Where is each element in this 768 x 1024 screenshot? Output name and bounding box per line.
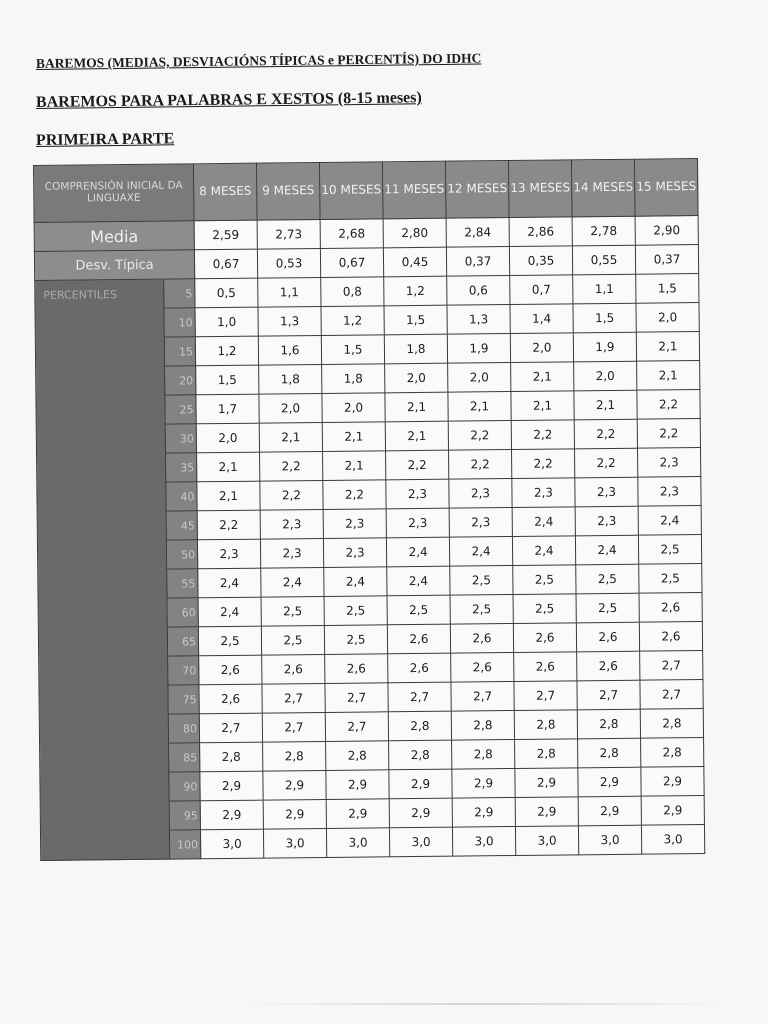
percentile-value: 1,8	[384, 334, 447, 364]
month-header: 13 MESES	[508, 160, 572, 218]
percentile-value: 1,6	[258, 335, 321, 365]
percentile-value: 1,8	[322, 364, 385, 394]
percentile-value: 2,4	[512, 536, 575, 566]
percentiles-label: PERCENTILES	[35, 279, 170, 860]
percentile-value: 2,1	[197, 481, 260, 511]
percentile-value: 2,3	[637, 448, 700, 478]
percentile-number: 65	[167, 627, 198, 656]
percentile-value: 2,1	[385, 421, 448, 451]
percentile-number: 30	[165, 424, 196, 453]
percentile-value: 2,1	[322, 422, 385, 452]
percentile-value: 2,9	[389, 798, 452, 828]
percentile-value: 2,2	[574, 419, 637, 449]
desv-value: 0,67	[320, 248, 383, 278]
percentile-value: 1,9	[573, 332, 636, 362]
percentile-value: 2,7	[577, 680, 640, 710]
percentile-value: 2,4	[512, 507, 575, 537]
percentile-value: 2,4	[449, 537, 512, 567]
desv-value: 0,55	[572, 245, 635, 275]
month-header: 11 MESES	[382, 161, 446, 219]
percentile-value: 2,0	[322, 393, 385, 423]
media-value: 2,73	[257, 219, 320, 249]
percentile-value: 2,0	[510, 333, 573, 363]
percentile-number: 75	[168, 685, 199, 714]
percentile-value: 2,5	[450, 594, 513, 624]
percentile-value: 2,0	[574, 361, 637, 391]
percentile-value: 2,5	[324, 625, 387, 655]
percentile-value: 2,9	[389, 769, 452, 799]
percentile-value: 2,1	[636, 332, 699, 362]
percentile-value: 2,9	[515, 797, 578, 827]
percentile-value: 2,2	[448, 421, 511, 451]
percentile-value: 2,3	[323, 538, 386, 568]
percentile-value: 2,5	[639, 564, 702, 594]
percentile-value: 2,9	[200, 800, 263, 830]
percentile-value: 2,0	[259, 393, 322, 423]
percentile-value: 2,1	[511, 391, 574, 421]
percentile-value: 2,5	[261, 596, 324, 626]
percentile-number: 70	[168, 656, 199, 685]
percentile-value: 2,6	[451, 652, 514, 682]
percentile-number: 25	[165, 395, 196, 424]
percentile-value: 2,7	[451, 681, 514, 711]
percentile-value: 1,9	[447, 334, 510, 364]
percentile-value: 2,8	[578, 738, 641, 768]
month-header: 8 MESES	[193, 163, 257, 221]
percentile-value: 2,9	[641, 796, 704, 826]
baremos-table	[33, 158, 705, 861]
percentile-value: 2,6	[576, 622, 639, 652]
percentile-value: 2,8	[515, 739, 578, 769]
section-title: PRIMEIRA PARTE	[35, 130, 175, 149]
percentile-value: 3,0	[452, 826, 515, 856]
percentile-value: 2,6	[262, 654, 325, 684]
percentile-value: 2,8	[640, 709, 703, 739]
percentile-value: 2,1	[574, 390, 637, 420]
percentile-value: 0,8	[321, 277, 384, 307]
percentile-value: 1,5	[321, 335, 384, 365]
percentile-value: 3,0	[263, 828, 326, 858]
percentile-value: 0,6	[447, 276, 510, 306]
percentile-number: 40	[166, 482, 197, 511]
media-value: 2,68	[320, 219, 383, 249]
percentile-value: 2,6	[513, 623, 576, 653]
percentile-value: 2,2	[197, 510, 260, 540]
percentile-value: 2,3	[386, 479, 449, 509]
percentile-value: 2,5	[638, 535, 701, 565]
percentile-value: 2,0	[636, 303, 699, 333]
percentile-value: 2,6	[450, 623, 513, 653]
month-header: 10 MESES	[319, 162, 383, 220]
percentile-value: 2,2	[260, 451, 323, 481]
percentile-value: 2,0	[196, 423, 259, 453]
percentile-value: 2,9	[326, 799, 389, 829]
percentile-number: 85	[169, 743, 200, 772]
percentile-value: 2,5	[450, 565, 513, 595]
percentile-number: 90	[169, 772, 200, 801]
percentile-value: 1,1	[258, 277, 321, 307]
percentile-value: 1,2	[321, 306, 384, 336]
percentile-value: 2,6	[199, 655, 262, 685]
document-title: BAREMOS (MEDIAS, DESVIACIÓNS TÍPICAS e PERCENTÍS) DO IDHC	[35, 50, 482, 71]
percentile-value: 1,4	[510, 304, 573, 334]
percentile-value: 1,5	[384, 305, 447, 335]
percentile-value: 2,6	[387, 624, 450, 654]
document-subtitle: BAREMOS PARA PALABRAS E XESTOS (8-15 meses)	[35, 89, 422, 111]
percentile-value: 2,3	[449, 508, 512, 538]
percentile-value: 2,1	[197, 452, 260, 482]
percentile-value: 2,6	[388, 653, 451, 683]
month-header: 9 MESES	[256, 162, 320, 220]
percentile-value: 2,8	[577, 709, 640, 739]
percentile-value: 1,5	[196, 365, 259, 395]
percentile-value: 3,0	[641, 825, 704, 855]
scan-artifact	[240, 1003, 730, 1005]
month-header: 12 MESES	[445, 161, 509, 219]
percentile-value: 2,9	[452, 768, 515, 798]
percentile-value: 2,3	[575, 506, 638, 536]
percentile-value: 2,2	[637, 390, 700, 420]
percentile-value: 2,9	[263, 799, 326, 829]
percentile-value: 2,7	[199, 713, 262, 743]
percentile-value: 3,0	[326, 828, 389, 858]
media-value: 2,90	[635, 216, 698, 246]
baremos-table-wrapper	[33, 158, 705, 861]
percentile-value: 0,5	[195, 278, 258, 308]
percentile-value: 2,0	[448, 363, 511, 393]
percentile-value: 2,7	[388, 682, 451, 712]
percentile-value: 2,5	[576, 593, 639, 623]
percentile-value: 2,0	[385, 363, 448, 393]
percentile-value: 2,2	[637, 419, 700, 449]
percentile-value: 2,4	[324, 567, 387, 597]
month-header: 14 MESES	[571, 159, 635, 217]
percentile-value: 2,8	[389, 740, 452, 770]
percentile-value: 2,3	[197, 539, 260, 569]
percentile-value: 2,3	[449, 479, 512, 509]
percentile-value: 2,5	[324, 596, 387, 626]
media-value: 2,84	[446, 218, 509, 248]
percentile-value: 0,7	[510, 275, 573, 305]
percentile-value: 3,0	[200, 829, 263, 859]
percentile-value: 2,7	[640, 680, 703, 710]
percentile-value: 1,8	[259, 364, 322, 394]
percentile-value: 2,8	[641, 738, 704, 768]
percentile-value: 2,5	[513, 565, 576, 595]
month-header-row	[34, 159, 699, 223]
percentile-number: 5	[164, 279, 195, 308]
percentile-value: 2,7	[640, 651, 703, 681]
percentile-value: 1,3	[447, 305, 510, 335]
percentile-number: 45	[166, 511, 197, 540]
percentile-number: 10	[164, 308, 195, 337]
month-header: 15 MESES	[634, 159, 698, 217]
percentile-value: 2,1	[323, 451, 386, 481]
percentile-value: 2,5	[576, 564, 639, 594]
percentile-value: 2,2	[449, 450, 512, 480]
desv-value: 0,53	[257, 248, 320, 278]
percentile-value: 3,0	[578, 825, 641, 855]
media-label: Media	[34, 221, 194, 252]
percentile-number: 20	[165, 366, 196, 395]
percentile-value: 2,1	[385, 392, 448, 422]
percentile-value: 2,7	[325, 683, 388, 713]
percentile-value: 2,3	[260, 509, 323, 539]
percentile-value: 1,5	[573, 303, 636, 333]
desv-value: 0,37	[446, 247, 509, 277]
percentile-value: 2,9	[641, 767, 704, 797]
percentile-number: 80	[168, 714, 199, 743]
percentile-value: 2,4	[638, 506, 701, 536]
percentile-value: 2,9	[200, 771, 263, 801]
media-value: 2,86	[509, 217, 572, 247]
percentile-value: 2,1	[637, 361, 700, 391]
percentile-number: 95	[169, 801, 200, 830]
percentile-value: 2,2	[512, 449, 575, 479]
percentile-value: 3,0	[389, 827, 452, 857]
percentile-value: 2,6	[199, 684, 262, 714]
percentile-value: 1,2	[195, 336, 258, 366]
percentile-value: 1,5	[636, 274, 699, 304]
media-value: 2,80	[383, 218, 446, 248]
percentile-value: 2,4	[386, 537, 449, 567]
percentile-value: 2,9	[452, 797, 515, 827]
percentile-number: 60	[167, 598, 198, 627]
percentile-value: 2,2	[511, 420, 574, 450]
percentile-value: 2,4	[387, 566, 450, 596]
percentile-value: 2,5	[513, 594, 576, 624]
percentile-value: 2,1	[259, 422, 322, 452]
percentile-value: 2,3	[386, 508, 449, 538]
percentile-number: 100	[169, 830, 200, 859]
percentile-value: 2,2	[323, 480, 386, 510]
percentile-value: 2,3	[575, 477, 638, 507]
percentile-value: 2,7	[262, 683, 325, 713]
desv-value: 0,37	[635, 245, 698, 275]
percentile-value: 1,3	[258, 306, 321, 336]
percentile-value: 2,8	[388, 711, 451, 741]
percentile-value: 2,3	[260, 538, 323, 568]
percentile-value: 2,3	[323, 509, 386, 539]
percentile-value: 2,2	[260, 480, 323, 510]
percentile-value: 1,2	[384, 276, 447, 306]
desv-value: 0,45	[383, 247, 446, 277]
percentile-value: 2,8	[200, 742, 263, 772]
percentile-number: 50	[166, 540, 197, 569]
percentile-value: 2,9	[578, 767, 641, 797]
percentile-value: 2,8	[452, 739, 515, 769]
percentile-value: 2,8	[263, 741, 326, 771]
percentile-value: 2,6	[514, 652, 577, 682]
percentile-value: 2,6	[639, 622, 702, 652]
desv-label: Desv. Típica	[34, 250, 194, 281]
desv-value: 0,67	[194, 249, 257, 279]
percentile-value: 2,3	[512, 478, 575, 508]
percentile-value: 2,8	[326, 741, 389, 771]
desv-value: 0,35	[509, 246, 572, 276]
corner-header: COMPRENSIÓN INICIAL DA LINGUAXE	[34, 164, 195, 223]
percentile-value: 2,8	[451, 710, 514, 740]
percentile-value: 2,1	[511, 362, 574, 392]
percentile-value: 2,4	[575, 535, 638, 565]
media-value: 2,59	[194, 220, 257, 250]
percentile-value: 1,1	[573, 274, 636, 304]
percentile-number: 15	[164, 337, 195, 366]
percentile-value: 2,1	[448, 392, 511, 422]
percentile-value: 2,4	[261, 567, 324, 597]
percentile-value: 2,9	[578, 796, 641, 826]
percentile-value: 2,7	[325, 712, 388, 742]
percentile-value: 3,0	[515, 826, 578, 856]
percentile-value: 2,9	[263, 770, 326, 800]
percentile-value: 2,9	[515, 768, 578, 798]
percentile-value: 2,2	[575, 448, 638, 478]
percentile-value: 2,2	[386, 450, 449, 480]
percentile-value: 2,3	[638, 477, 701, 507]
percentile-value: 2,6	[577, 651, 640, 681]
percentile-value: 2,7	[262, 712, 325, 742]
percentile-value: 2,5	[387, 595, 450, 625]
percentile-value: 2,4	[198, 597, 261, 627]
percentile-value: 2,4	[198, 568, 261, 598]
percentile-value: 2,7	[514, 681, 577, 711]
percentile-value: 2,9	[326, 770, 389, 800]
media-value: 2,78	[572, 216, 635, 246]
percentile-number: 55	[167, 569, 198, 598]
percentile-value: 2,8	[514, 710, 577, 740]
percentile-value: 2,6	[639, 593, 702, 623]
percentile-value: 2,5	[261, 625, 324, 655]
percentile-value: 2,6	[325, 654, 388, 684]
percentile-value: 1,0	[195, 307, 258, 337]
percentile-number: 35	[166, 453, 197, 482]
percentile-value: 1,7	[196, 394, 259, 424]
percentile-value: 2,5	[198, 626, 261, 656]
